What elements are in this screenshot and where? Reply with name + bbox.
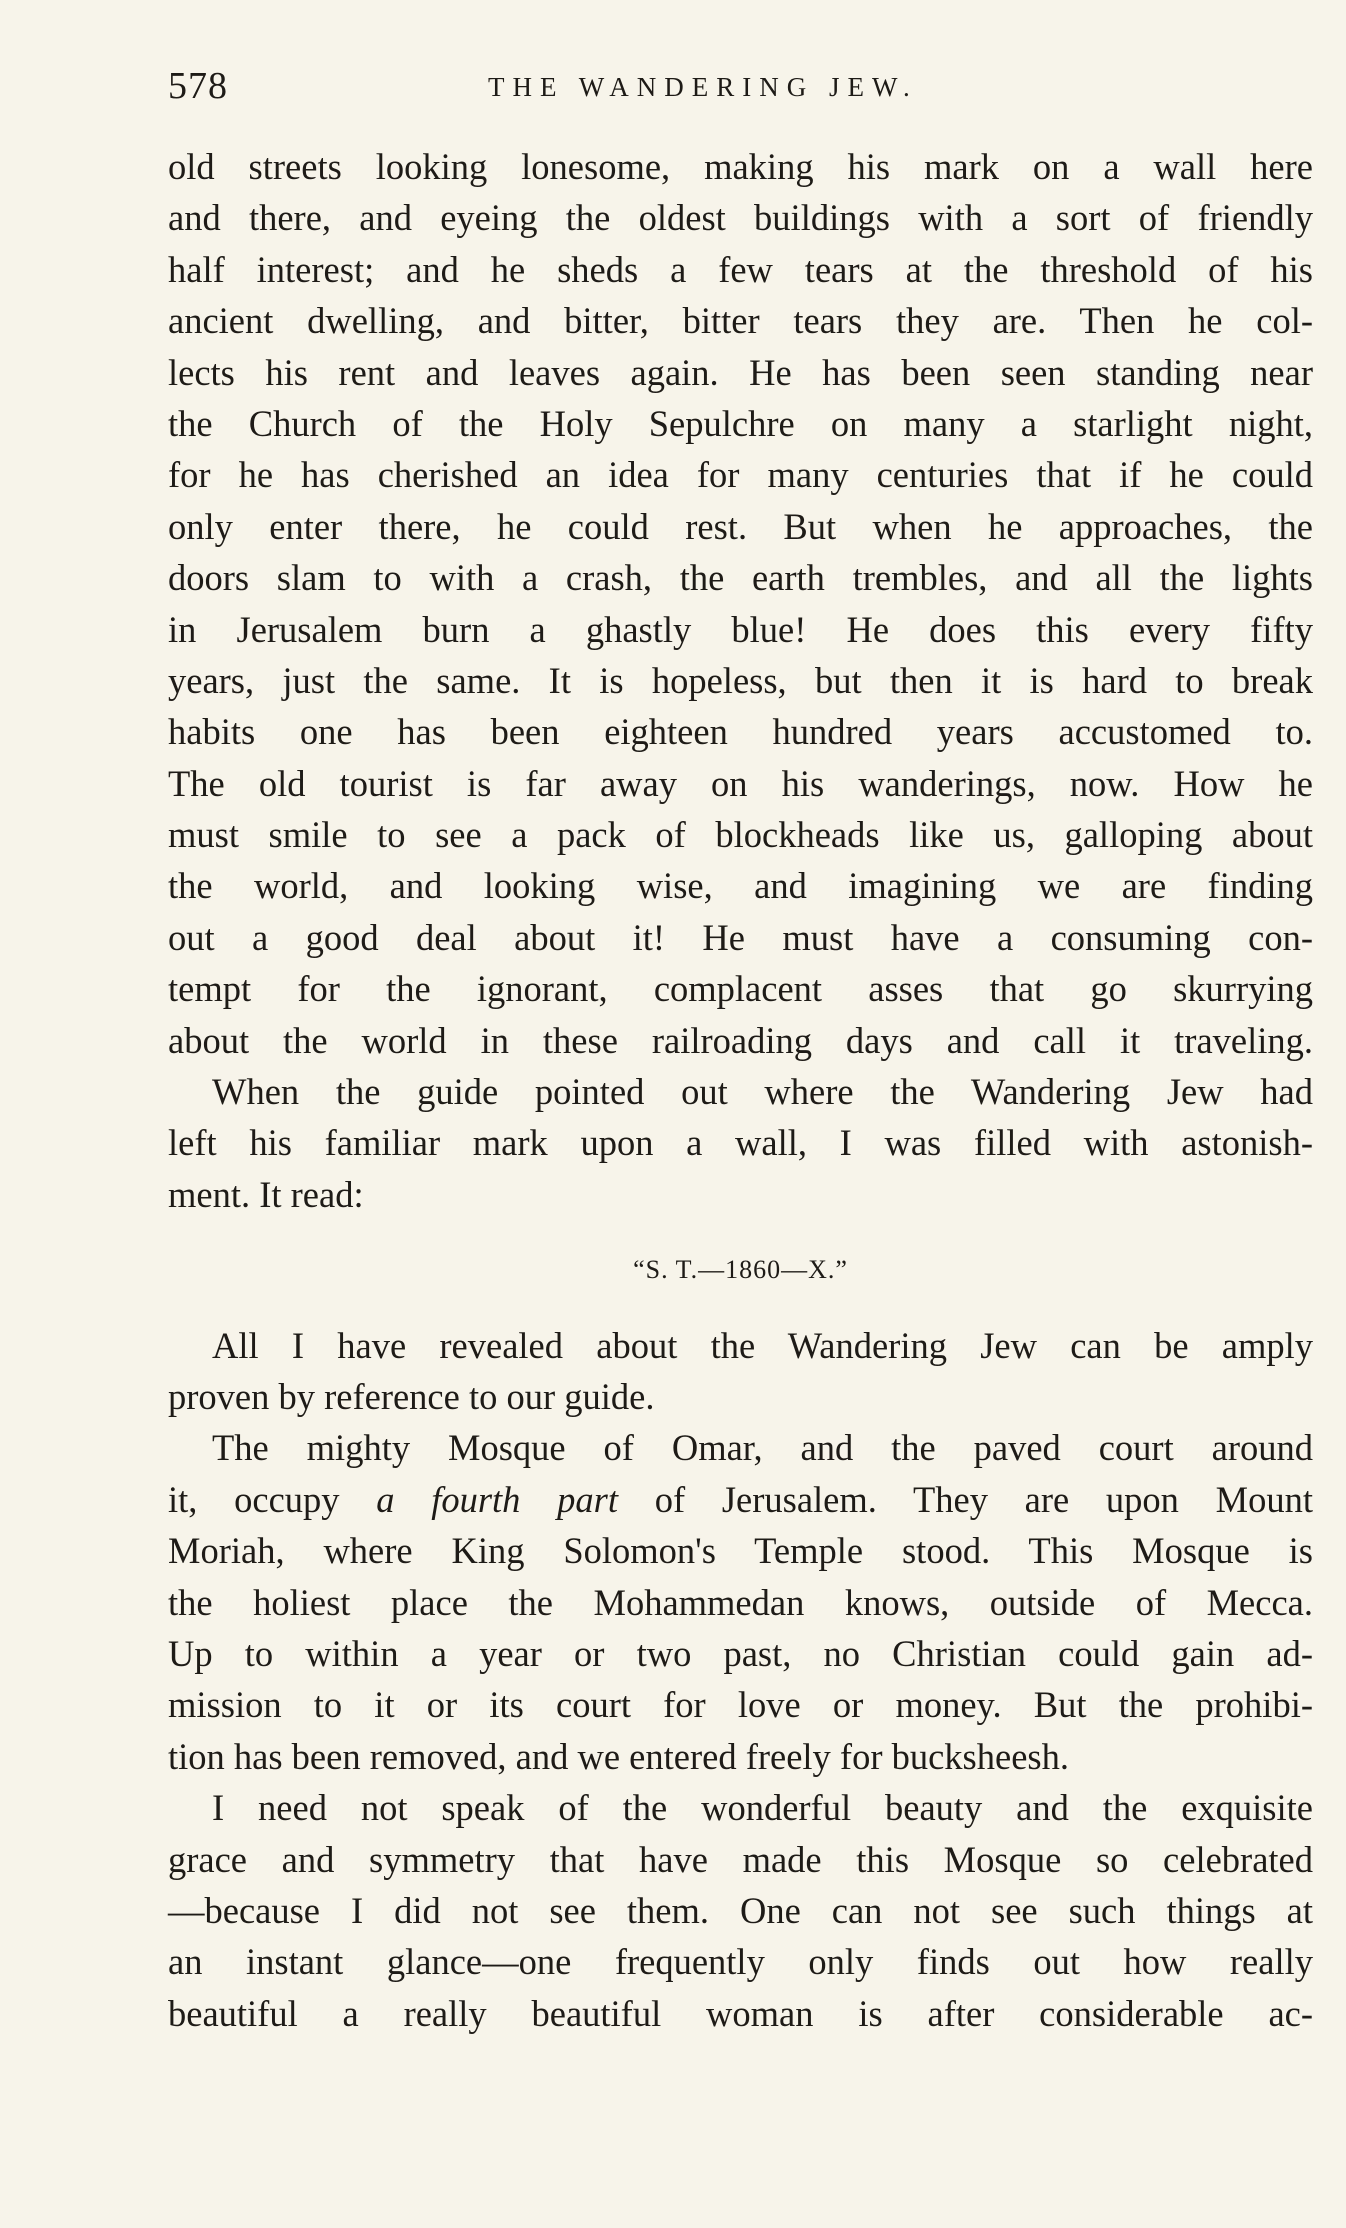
text-line: old streets looking lonesome, making his mark on a wall here xyxy=(168,146,1313,187)
wall-inscription: “S. T.—1860—X.” xyxy=(633,1255,848,1285)
text-line: The mighty Mosque of Omar, and the paved court around xyxy=(212,1427,1313,1469)
page-header xyxy=(168,64,1313,124)
text-line: proven by reference to our guide. xyxy=(168,1375,655,1417)
text-line: The old tourist is far away on his wanderings, now. How he xyxy=(168,762,1313,804)
running-title: THE WANDERING JEW. xyxy=(488,72,918,102)
text-line: years, just the same. It is hopeless, but then it is hard to break xyxy=(168,659,1313,701)
text-line: left his familiar mark upon a wall, I was filled with astonish- xyxy=(168,1122,1313,1164)
text-line: Moriah, where King Solomon's Temple stood. This Mosque is xyxy=(168,1530,1313,1572)
text-line: lects his rent and leaves again. He has been seen standing near xyxy=(168,351,1313,393)
text-line: and there, and eyeing the oldest buildings with a sort of friendly xyxy=(168,197,1313,239)
text-fragment: it, occupy xyxy=(168,1478,377,1520)
page-number: 578 xyxy=(168,65,228,107)
text-line: must smile to see a pack of blockheads like us, galloping about xyxy=(168,814,1313,856)
text-line: ment. It read: xyxy=(168,1173,364,1215)
text-line: All I have revealed about the Wandering Jew can be amply xyxy=(212,1324,1313,1366)
paragraph-1 xyxy=(168,141,1313,1066)
text-line: grace and symmetry that have made this Mosque so celebrated xyxy=(168,1838,1313,1880)
text-line: doors slam to with a crash, the earth trembles, and all the lights xyxy=(168,557,1313,599)
text-line: —because I did not see them. One can not see such things at xyxy=(168,1889,1313,1931)
paragraph-5 xyxy=(168,1782,1313,2039)
text-line: tempt for the ignorant, complacent asses that go skurrying xyxy=(168,968,1313,1010)
paragraph-4 xyxy=(168,1422,1313,1782)
text-line: mission to it or its court for love or money. But the prohibi- xyxy=(168,1684,1313,1726)
text-fragment: of Jerusalem. They are upon Mount xyxy=(618,1478,1313,1520)
text-line: beautiful a really beautiful woman is after considerable ac- xyxy=(168,1992,1313,2034)
text-line: an instant glance—one frequently only finds out how really xyxy=(168,1941,1313,1983)
text-line: for he has cherished an idea for many centuries that if he could xyxy=(168,454,1313,496)
text-line: When the guide pointed out where the Wandering Jew had xyxy=(212,1071,1313,1113)
text-line: about the world in these railroading days and call it traveling. xyxy=(168,1019,1313,1061)
text-line: half interest; and he sheds a few tears at the threshold of his xyxy=(168,248,1313,290)
text-line: the world, and looking wise, and imagining we are finding xyxy=(168,865,1313,907)
text-line: out a good deal about it! He must have a consuming con- xyxy=(168,916,1313,958)
text-line: habits one has been eighteen hundred years accustomed to. xyxy=(168,711,1313,753)
text-line: I need not speak of the wonderful beauty and the exquisite xyxy=(212,1787,1313,1829)
text-line: tion has been removed, and we entered freely for bucksheesh. xyxy=(168,1735,1069,1777)
text-line: in Jerusalem burn a ghastly blue! He does this every fifty xyxy=(168,608,1313,650)
text-line xyxy=(168,1474,1313,1525)
text-line: ancient dwelling, and bitter, bitter tears they are. Then he col- xyxy=(168,300,1313,342)
text-line: the holiest place the Mohammedan knows, outside of Mecca. xyxy=(168,1581,1313,1623)
text-line: Up to within a year or two past, no Christian could gain ad- xyxy=(168,1632,1313,1674)
body-text xyxy=(168,141,1313,2039)
paragraph-3 xyxy=(168,1320,1313,1423)
paragraph-2 xyxy=(168,1066,1313,1220)
text-line: only enter there, he could rest. But when he approaches, the xyxy=(168,505,1313,547)
text-line: the Church of the Holy Sepulchre on many a starlight night, xyxy=(168,402,1313,444)
italic-phrase: a fourth part xyxy=(376,1478,618,1520)
